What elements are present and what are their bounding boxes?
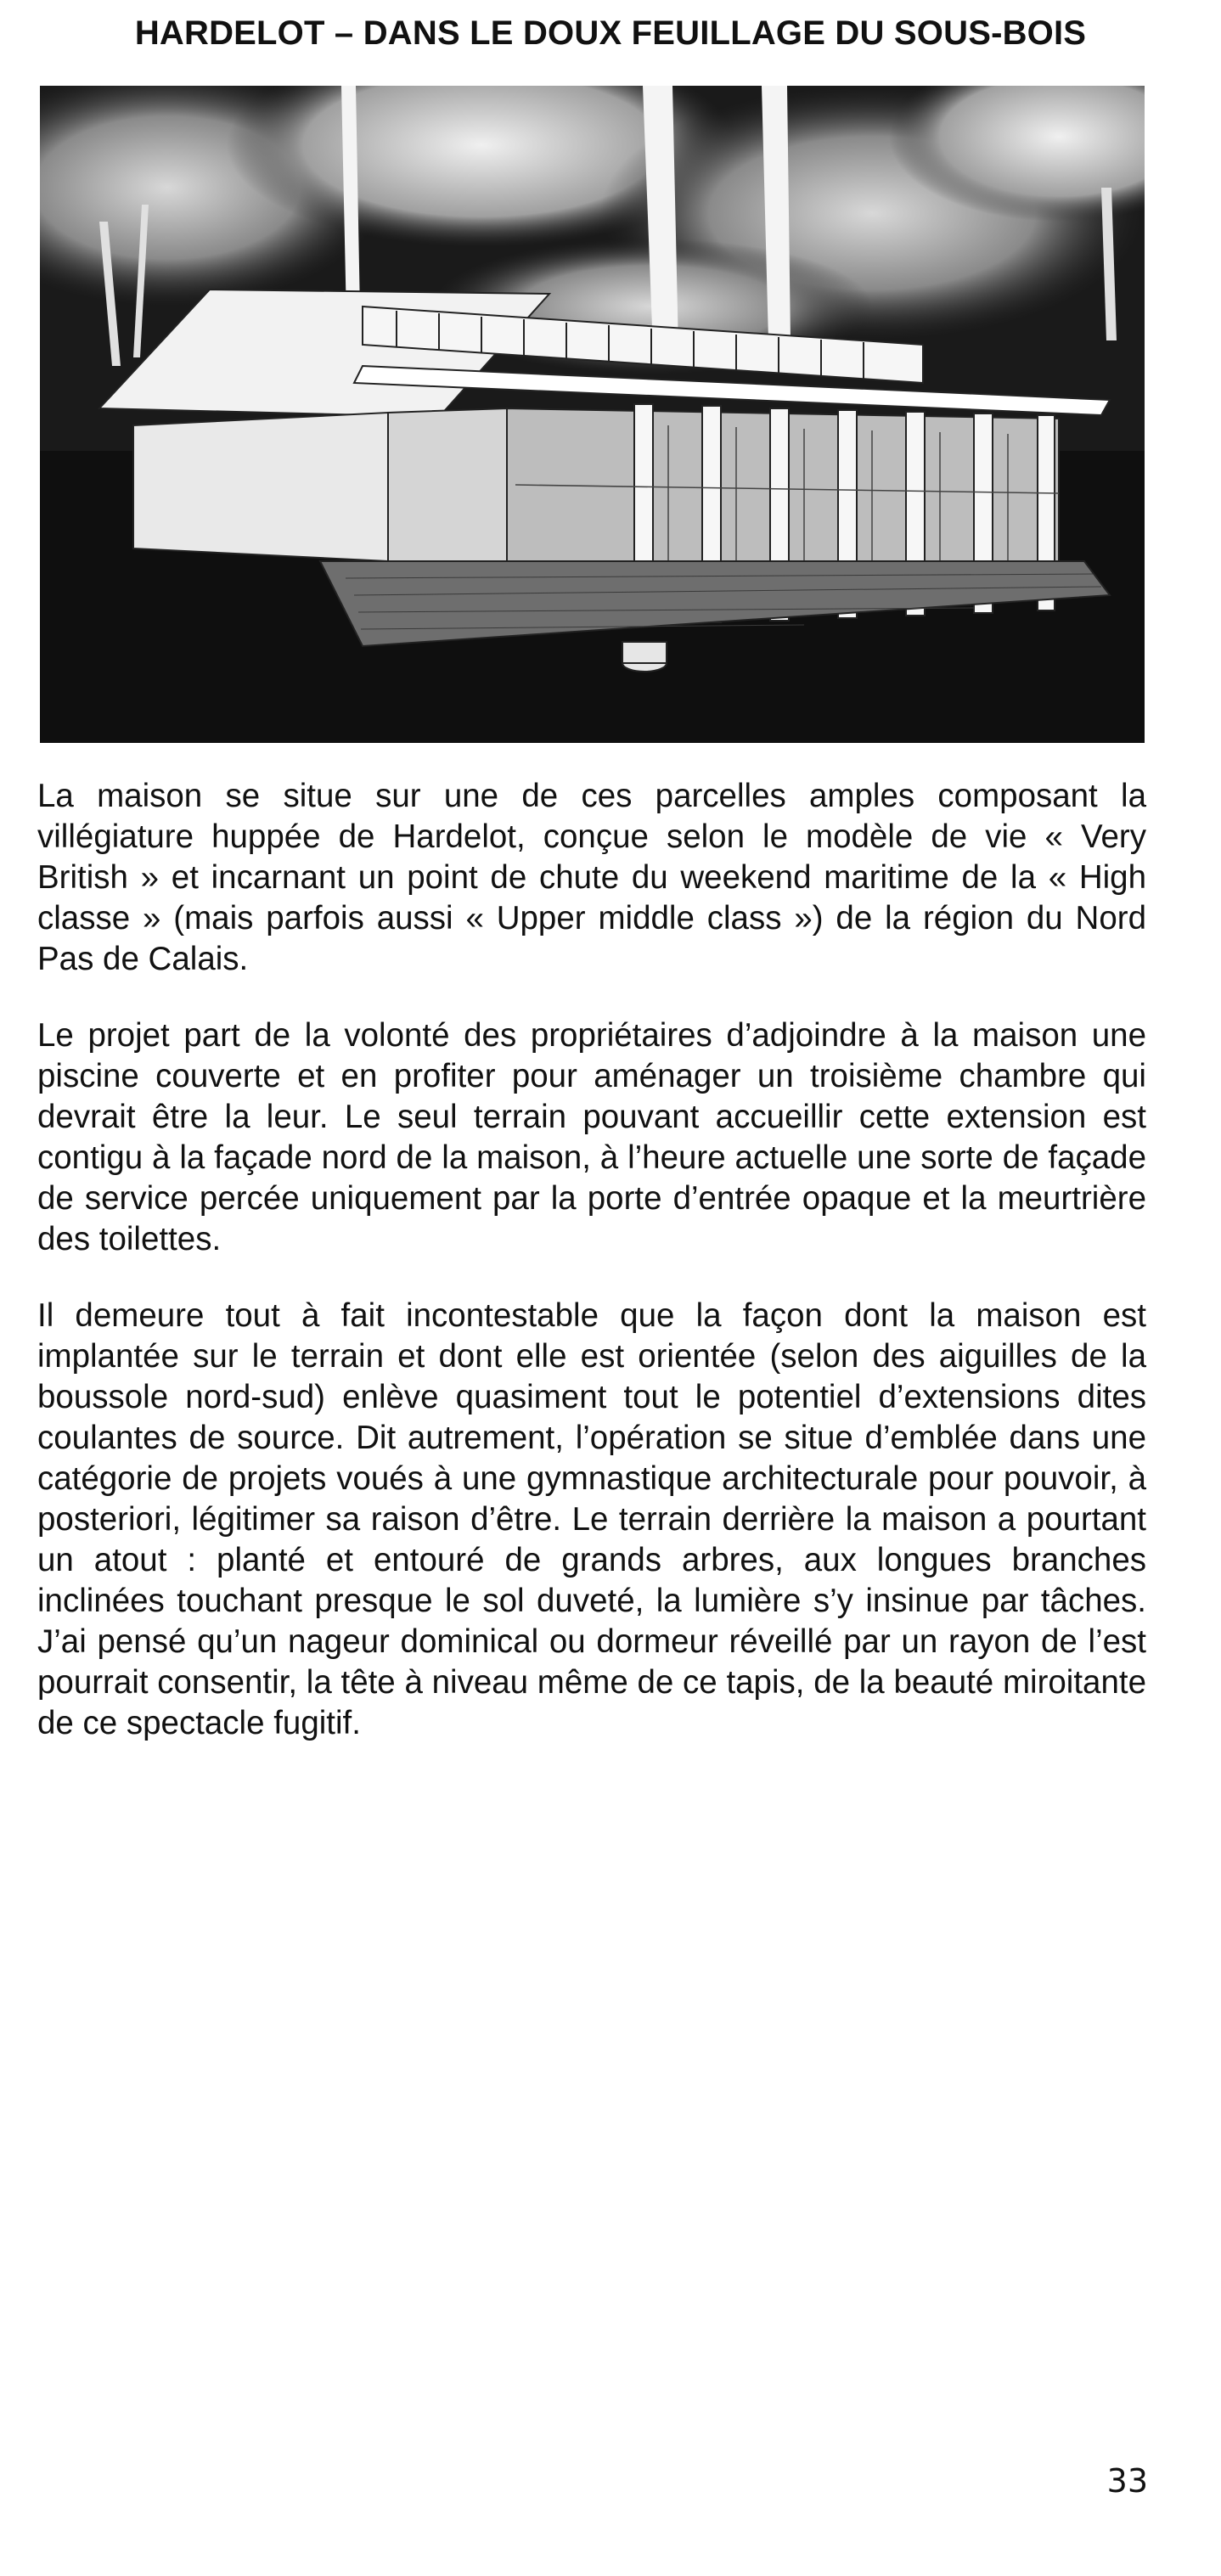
page-title: HARDELOT – DANS LE DOUX FEUILLAGE DU SOUS-BOIS [134, 14, 1087, 52]
page-number: 33 [1106, 2462, 1148, 2500]
paragraph-2: Le projet part de la volonté des propriétaires d’adjoindre à la maison une piscine couverte et en profiter pour aménager un troisième chambre qui devrait être la leur. Le seul terrain pouvant accueillir cette extension est contigu à la façade nord de la maison, à l’heure actuelle une sorte de façade de service percée uniquement par la porte d’entrée opaque et la meurtrière des toilettes. [37, 1017, 1146, 1257]
house-perspective-image [40, 86, 1145, 743]
body-text [37, 776, 1146, 1780]
paragraph-1: La maison se situe sur une de ces parcelles amples composant la villégiature huppée de Hardelot, conçue selon le modèle de vie « Very British » et incarnant un point de chute du weekend maritime de la « High classe » (mais parfois aussi « Upper middle class ») de la région du Nord Pas de Calais. [37, 778, 1146, 977]
paragraph-3: Il demeure tout à fait incontestable que la façon dont la maison est implantée sur le terrain et dont elle est orientée (selon des aiguilles de la boussole nord-sud) enlève quasiment tout le potentiel d’extensions dites coulantes de source. Dit autrement, l’opération se situe d’emblée dans une catégorie de projets voués à une gymnastique architecturale pour pouvoir, à posteriori, légitimer sa raison d’être. Le terrain derrière la maison a pourtant un atout : planté et entouré de grands arbres, aux longues branches inclinées touchant presque le sol duveté, la lumière s’y insinue par tâches. J’ai pensé qu’un nageur dominical ou dormeur réveillé par un rayon de l’est pourrait consentir, la tête à niveau même de ce tapis, de la beauté miroitante de ce spectacle fugitif. [37, 1297, 1146, 1741]
house-drawing [40, 86, 1145, 743]
